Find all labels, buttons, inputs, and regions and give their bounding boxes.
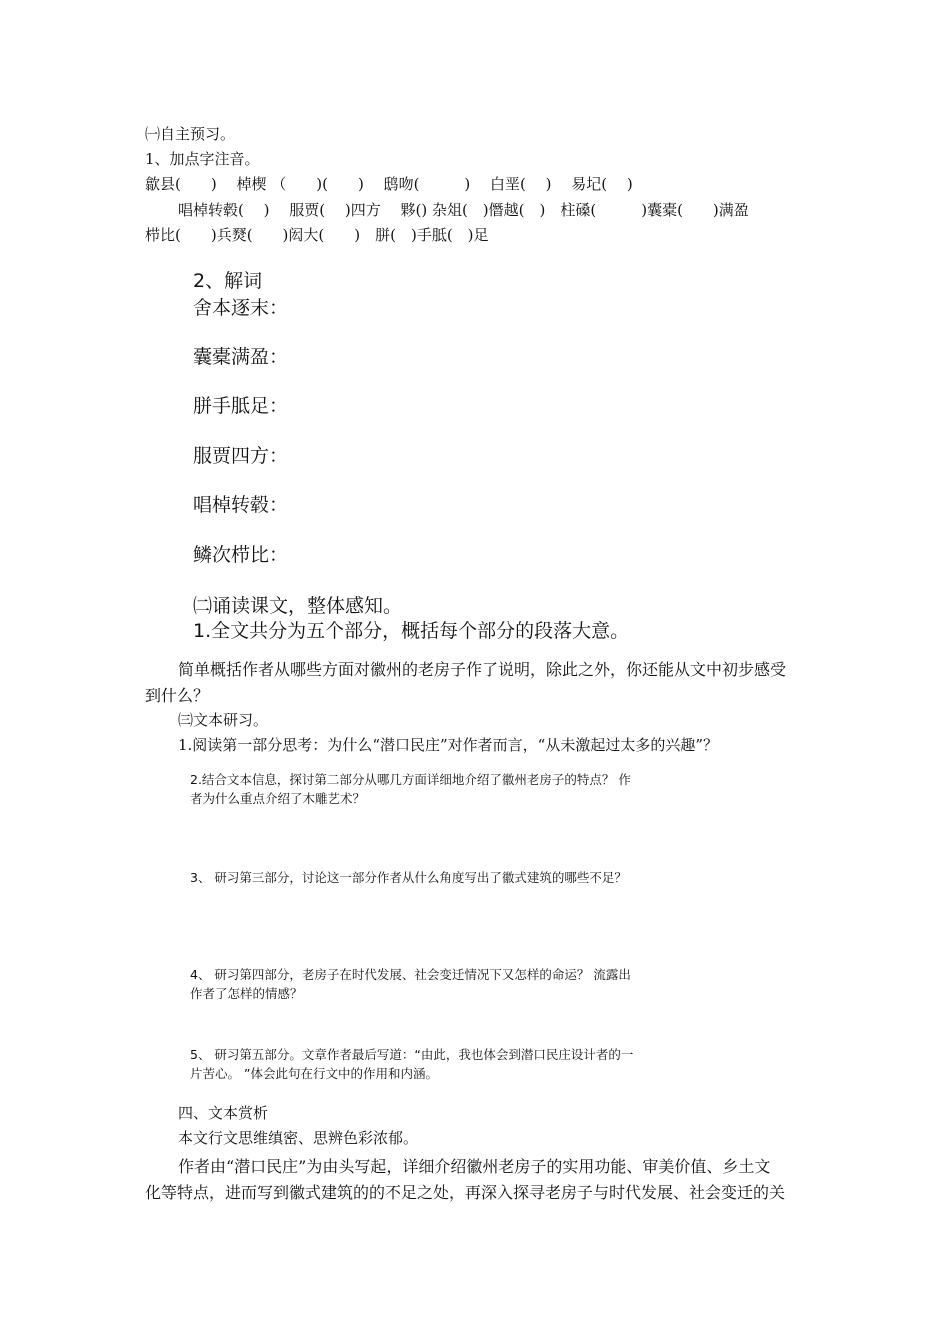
question-1-title: 1、加点字注音。 — [145, 150, 260, 168]
appreciation-line-1: 本文行文思维缜密、思辨色彩浓郁。 — [178, 1129, 419, 1147]
section-heading-reading: ㈡诵读课文，整体感知。 — [193, 595, 403, 617]
vocab-term-5: 唱棹转毂： — [193, 494, 289, 516]
vocab-term-1: 舍本逐末： — [193, 297, 289, 319]
phonetic-line-3: 栉比( )兵燹( )闳大( ) 胼( )手胝( )足 — [145, 226, 489, 244]
study-question-4-line-1: 4、 研习第四部分，老房子在时代发展、社会变迁情况下又怎样的命运？ 流露出 — [190, 967, 631, 982]
vocab-term-6: 鳞次栉比： — [193, 544, 289, 566]
vocab-term-4: 服贾四方： — [193, 445, 289, 467]
study-question-4-line-2: 作者了怎样的情感？ — [190, 986, 303, 1001]
vocab-term-2: 囊橐满盈： — [193, 346, 289, 368]
appreciation-line-3: 化等特点，进而写到徽式建筑的的不足之处，再深入探寻老房子与时代发展、社会变迁的关 — [145, 1183, 786, 1202]
vocab-title: 2、解词 — [193, 270, 263, 292]
vocab-term-3: 胼手胝足： — [193, 395, 289, 417]
study-question-5-line-1: 5、 研习第五部分。文章作者最后写道：“由此，我也体会到潜口民庄设计者的一 — [190, 1047, 634, 1062]
reading-question-1: 1.全文共分为五个部分，概括每个部分的段落大意。 — [193, 620, 630, 642]
study-question-3: 3、 研习第三部分，讨论这一部分作者从什么角度写出了徽式建筑的哪些不足？ — [190, 870, 627, 885]
study-question-5-line-2: 片苦心。 ”体会此句在行文中的作用和内涵。 — [190, 1066, 438, 1081]
appreciation-line-2: 作者由“潜口民庄”为由头写起，详细介绍徽州老房子的实用功能、审美价值、乡土文 — [178, 1157, 771, 1176]
phonetic-line-1: 歙县( ) 棹楔 （ )( ) 鸱吻( ) 白垩( ) 易圮( ) — [145, 175, 633, 193]
summary-paragraph-line-2: 到什么？ — [145, 686, 210, 705]
study-question-2-line-2: 者为什么重点介绍了木雕艺术？ — [190, 791, 366, 806]
summary-paragraph-line-1: 简单概括作者从哪些方面对徽州的老房子作了说明，除此之外，你还能从文中初步感受 — [178, 660, 787, 679]
section-heading-study: ㈢文本研习。 — [178, 711, 269, 729]
section-heading-preview: ㈠自主预习。 — [145, 125, 236, 143]
study-question-2-line-1: 2.结合文本信息，探讨第二部分从哪几方面详细地介绍了徽州老房子的特点？ 作 — [190, 772, 631, 787]
phonetic-line-2: 唱棹转毂( ) 服贾( )四方 夥() 杂俎( )僭越( ) 柱磉( )囊橐( )满盈 — [178, 201, 749, 219]
study-question-1: 1.阅读第一部分思考：为什么“潜口民庄”对作者而言，“从未激起过太多的兴趣”？ — [178, 736, 718, 754]
section-heading-appreciation: 四、文本赏析 — [178, 1104, 269, 1122]
